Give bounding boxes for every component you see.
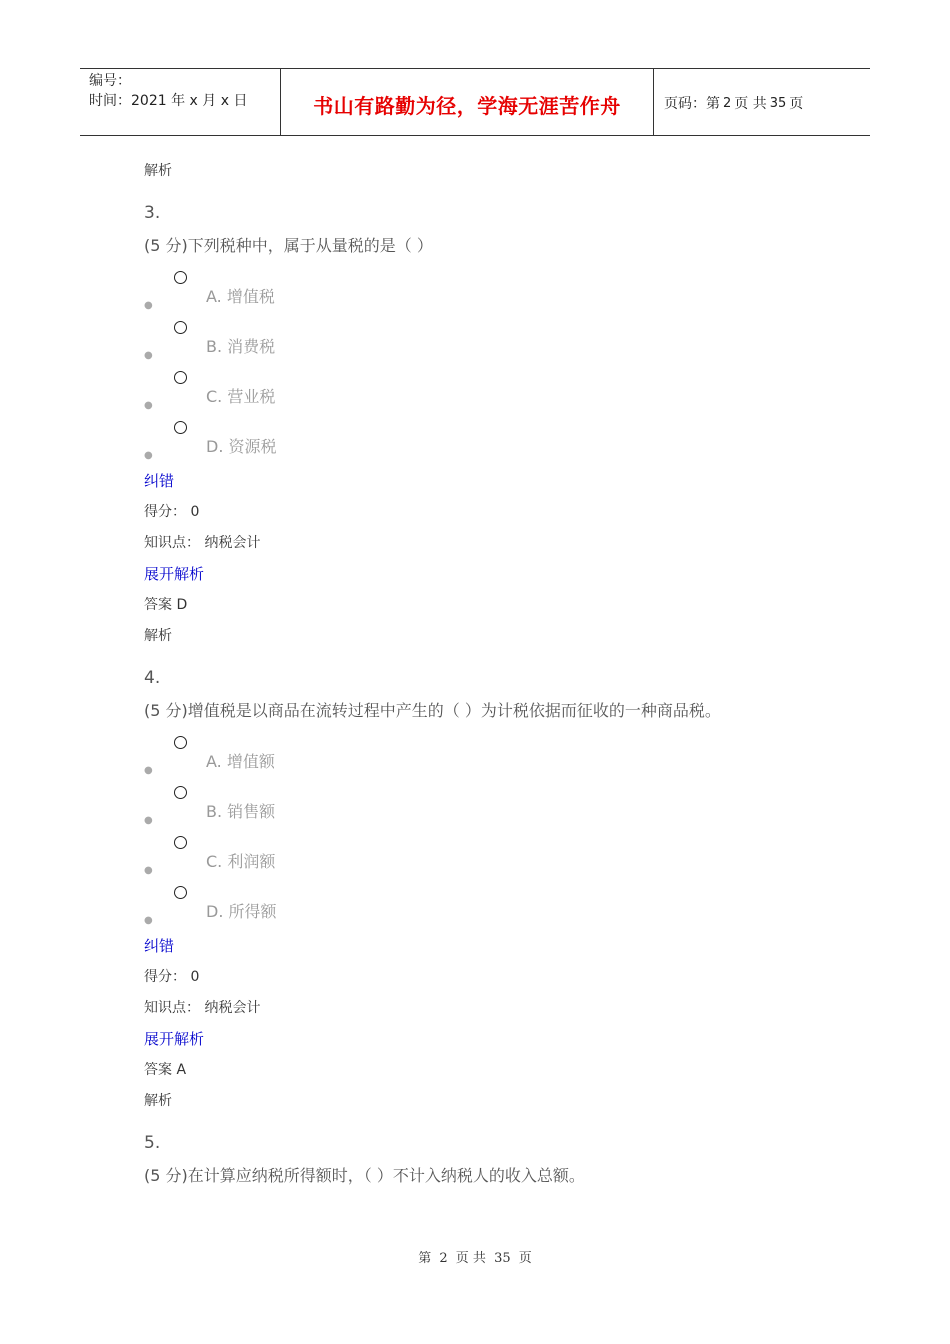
answer-text: 答案 A: [144, 1062, 187, 1078]
radio-button[interactable]: [174, 421, 187, 434]
bullet-icon: ●: [144, 450, 153, 461]
code-label: 编号：: [89, 73, 131, 89]
bullet-icon: ●: [144, 400, 153, 411]
expand-analysis-link[interactable]: 展开解析: [144, 1030, 205, 1048]
radio-button[interactable]: [174, 786, 187, 799]
option-d[interactable]: [144, 421, 844, 471]
motto: 书山有路勤为径，学海无涯苦作舟: [313, 93, 621, 118]
footer-mid: 页 共: [455, 1251, 486, 1266]
option-label: A. 增值额: [206, 752, 275, 771]
page-mid: 页 共: [734, 96, 767, 112]
footer-suffix: 页: [518, 1251, 532, 1266]
radio-button[interactable]: [174, 736, 187, 749]
footer-page: 2: [439, 1251, 448, 1266]
option-b[interactable]: [144, 786, 844, 836]
header-page-info: [654, 69, 870, 135]
option-list: [144, 736, 844, 936]
page-suffix: 页: [789, 96, 804, 112]
option-a[interactable]: [144, 271, 844, 321]
answer-text: 答案 D: [144, 597, 188, 613]
radio-button[interactable]: [174, 371, 187, 384]
bullet-icon: ●: [144, 350, 153, 361]
question-5: [144, 1121, 844, 1201]
footer-total: 35: [494, 1251, 511, 1266]
option-label: C. 营业税: [206, 387, 276, 406]
knowledge-point: 知识点： 纳税会计: [144, 535, 261, 551]
score-text: 得分： 0: [144, 504, 200, 520]
page-header: [80, 68, 870, 136]
page-total: 35: [769, 95, 787, 111]
option-b[interactable]: [144, 321, 844, 371]
bullet-icon: ●: [144, 865, 153, 876]
question-number: 4.: [144, 668, 161, 688]
header-motto-cell: [281, 69, 654, 135]
question-text: (5 分)下列税种中，属于从量税的是（ ）: [144, 236, 433, 255]
question-number: 3.: [144, 203, 161, 223]
radio-button[interactable]: [174, 321, 187, 334]
option-label: B. 消费税: [206, 337, 276, 356]
radio-button[interactable]: [174, 836, 187, 849]
analysis-label: 解析: [144, 628, 172, 644]
score-text: 得分： 0: [144, 969, 200, 985]
option-label: D. 资源税: [206, 437, 277, 456]
option-label: B. 销售额: [206, 802, 276, 821]
expand-analysis-link[interactable]: 展开解析: [144, 565, 205, 583]
question-4: [144, 656, 844, 1121]
bullet-icon: ●: [144, 915, 153, 926]
question-number: 5.: [144, 1133, 161, 1153]
bullet-icon: ●: [144, 765, 153, 776]
radio-button[interactable]: [174, 886, 187, 899]
report-error-link[interactable]: 纠错: [144, 937, 175, 955]
header-info: [80, 69, 281, 135]
option-a[interactable]: [144, 736, 844, 786]
option-list: [144, 271, 844, 471]
option-label: D. 所得额: [206, 902, 277, 921]
radio-button[interactable]: [174, 271, 187, 284]
question-text: (5 分)增值税是以商品在流转过程中产生的（ ）为计税依据而征收的一种商品税。: [144, 701, 721, 720]
report-error-link[interactable]: 纠错: [144, 472, 175, 490]
date-label: 时间：2021 年 x 月 x 日: [89, 93, 248, 109]
knowledge-point: 知识点： 纳税会计: [144, 1000, 261, 1016]
option-c[interactable]: [144, 371, 844, 421]
analysis-label: 解析: [144, 163, 172, 179]
option-d[interactable]: [144, 886, 844, 936]
page-footer: [0, 1247, 950, 1266]
footer-prefix: 第: [418, 1251, 432, 1266]
option-label: C. 利润额: [206, 852, 276, 871]
option-c[interactable]: [144, 836, 844, 886]
page-number: 2: [723, 95, 732, 111]
analysis-label: 解析: [144, 1093, 172, 1109]
bullet-icon: ●: [144, 815, 153, 826]
question-text: (5 分)在计算应纳税所得额时，（ ）不计入纳税人的收入总额。: [144, 1166, 585, 1185]
question-3: [144, 191, 844, 656]
option-label: A. 增值税: [206, 287, 275, 306]
quiz-content: [144, 160, 844, 1201]
bullet-icon: ●: [144, 300, 153, 311]
page-prefix: 页码：第: [664, 96, 720, 112]
